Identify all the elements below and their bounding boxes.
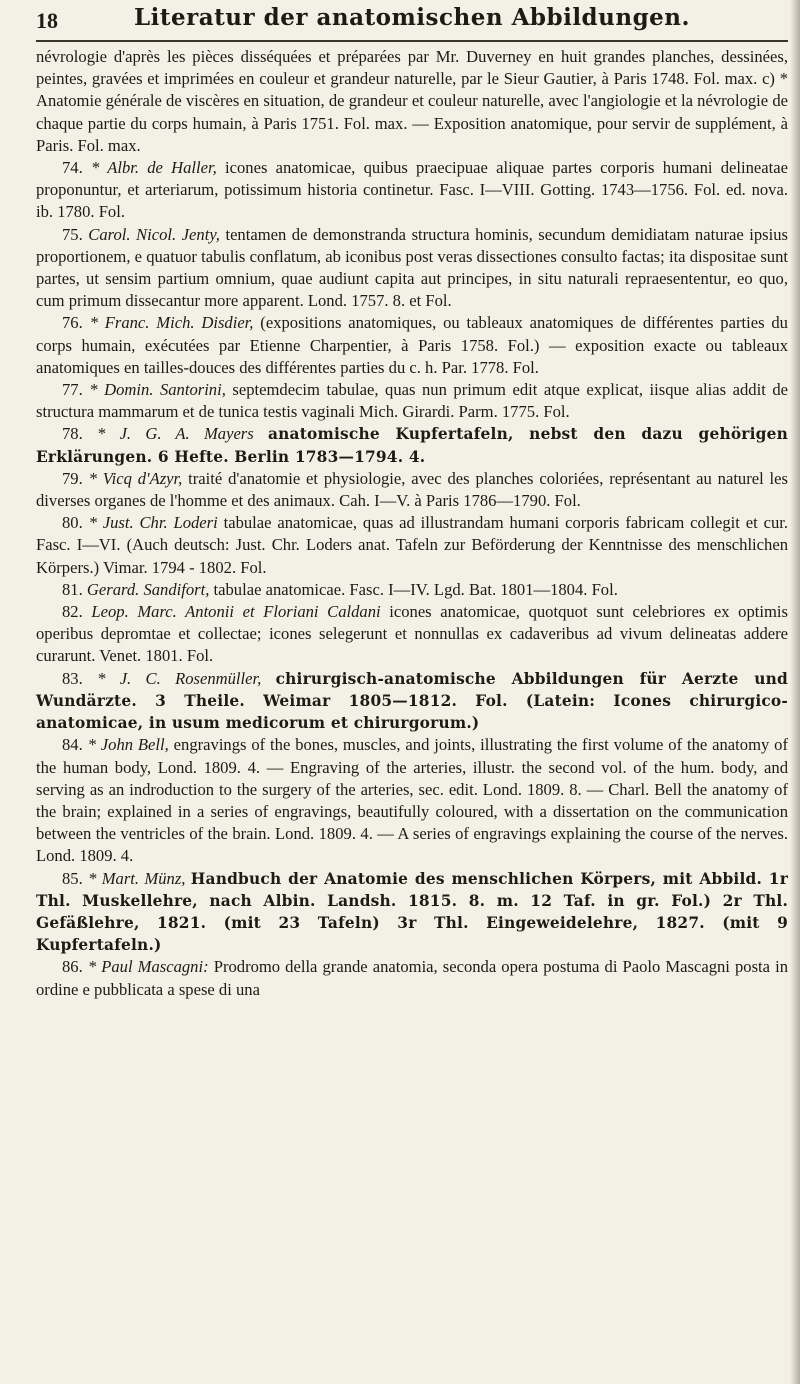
- entry-fraktur-text: chirurgisch-anatomische Abbildungen für Aerzte und Wundärzte. 3 Theile. Weimar 1805—1812. Fol. (Latein: Icones chirurgico-anatomicae, in usum medicorum et chirurgorum.): [36, 669, 788, 733]
- entry-number: 76.: [62, 313, 83, 333]
- entry-77: [36, 379, 788, 423]
- page-edge-shadow: [790, 0, 800, 1384]
- page-header: [36, 4, 788, 38]
- entry-number: 80.: [62, 513, 83, 533]
- entry-number: 84.: [62, 735, 83, 755]
- entry-74: [36, 157, 788, 224]
- entry-number: 77.: [62, 380, 83, 400]
- entry-85: [36, 868, 788, 957]
- entry-author: * John Bell,: [87, 735, 169, 755]
- entry-author: * Domin. Santorini,: [89, 380, 226, 400]
- header-rule: [36, 40, 788, 42]
- entry-text: engravings of the bones, muscles, and joints, illustrating the first volume of the anatomy of the human body, Lond. 1809. 4. — Engraving of the arteries, illustr. the second vol. of the hum. body, and serving as an indroduction to the surgery of the arteries, sec. edit. Lond. 1809. 8. — Charl. Bell the anatomy of the brain; explained in a series of engravings, beautifully coloured, with a dissertation on the communication between the ventricles of the brain. Lond. 1809. 4. — A series of engravings explaining the course of the nerves. Lond. 1809. 4.: [36, 735, 788, 866]
- entry-author: Carol. Nicol. Jenty,: [88, 224, 220, 244]
- entry-author: * Paul Mascagni:: [87, 957, 209, 977]
- entry-number: 85.: [62, 868, 83, 888]
- entry-author: * Vicq d'Azyr,: [88, 468, 183, 488]
- entry-author: * J. C. Rosenmüller,: [97, 668, 262, 688]
- entry-text: icones anatomicae, quibus praecipuae aliquae partes corporis humani delineatae proponuntur, et arteriarum, potissimum historia continetur. Fasc. I—VIII. Gotting. 1743—1756. Fol. ed. nova. ib. 1780. Fol.: [36, 158, 788, 222]
- entry-author: * Albr. de Haller,: [90, 158, 217, 178]
- running-title: Literatur der anatomischen Abbildungen.: [133, 4, 691, 31]
- entry-author: * J. G. A. Mayers: [97, 424, 254, 444]
- entry-author: * Just. Chr. Loderi: [88, 513, 218, 533]
- body-text: [36, 46, 788, 1001]
- entry-number: 74.: [62, 158, 83, 178]
- entry-author: Gerard. Sandifort,: [86, 579, 210, 599]
- entry-text: tabulae anatomicae. Fasc. I—IV. Lgd. Bat. 1801—1804. Fol.: [213, 579, 618, 599]
- entry-81: [36, 579, 788, 601]
- entry-82: [36, 601, 788, 668]
- entry-78: [36, 423, 788, 467]
- entry-number: 81.: [62, 579, 83, 599]
- entry-number: 79.: [62, 468, 83, 488]
- entry-author: Leop. Marc. Antonii et Floriani Caldani: [91, 602, 381, 622]
- entry-76: [36, 312, 788, 379]
- entry-86: [36, 956, 788, 1000]
- entry-continuation: [36, 46, 788, 157]
- entry-83: [36, 668, 788, 735]
- entry-number: 75.: [62, 224, 83, 244]
- entry-author: * Mart. Münz,: [88, 868, 186, 888]
- entry-79: [36, 468, 788, 512]
- book-page: [36, 0, 788, 1384]
- entry-number: 82.: [62, 602, 83, 622]
- entry-number: 83.: [62, 668, 83, 688]
- entry-80: [36, 512, 788, 579]
- entry-text: tabulae anatomicae, quas ad illustrandam humani corporis fabricam collegit et cur. Fasc. I—VI. (Auch deutsch: Just. Chr. Loders anat. Tafeln zur Beförderung der Kenntnisse des menschlichen Körpers.) Vimar. 1794 - 1802. Fol.: [36, 513, 788, 577]
- entry-fraktur-text: Handbuch der Anatomie des menschlichen Körpers, mit Abbild. 1r Thl. Muskellehre, nach Albin. Landsh. 1815. 8. m. 12 Taf. in gr. Fol.) 2r Thl. Gefäßlehre, 1821. (mit 23 Tafeln) 3r Thl. Eingeweidelehre, 1827. (mit 9 Kupfertafeln.): [36, 869, 788, 955]
- entry-text: septemdecim tabulae, quas nun primum edit atque explicat, iisque alias addit de structura mammarum et de tunica testis vaginali Mich. Girardi. Parm. 1775. Fol.: [36, 380, 788, 422]
- entry-fraktur-text: anatomische Kupfertafeln, nebst den dazu gehörigen Erklärungen. 6 Hefte. Berlin 1783—1794. 4.: [36, 425, 789, 466]
- entry-text: traité d'anatomie et physiologie, avec des planches coloriées, représentant au naturel les diverses organes de l'homme et des animaux. Cah. I—V. à Paris 1786—1790. Fol.: [36, 468, 788, 511]
- entry-text: icones anatomicae, quotquot sunt celebriores ex optimis operibus depromtae et collectae; icones selegerunt et nonnullas ex cadaveribus ad vivum delineatas addere curarunt. Venet. 1801. Fol.: [36, 602, 788, 666]
- entry-text: (expositions anatomiques, ou tableaux anatomiques de différentes parties du corps humain, exécutées par Etienne Charpentier, à Paris 1758. Fol.) — exposition exacte ou tableaux anatomiques en tailles-douces des différentes parties du c. h. Par. 1778. Fol.: [36, 313, 788, 377]
- entry-number: 78.: [62, 424, 83, 444]
- entry-text: névrologie d'après les pièces disséquées et préparées par Mr. Duverney en huit grandes planches, dessinées, peintes, gravées et imprimées en couleur et grandeur naturelle, par le Sieur Gautier, à Paris 1748. Fol. max. c) * Anatomie générale de viscères en situation, de grandeur et couleur naturelle, avec l'angiologie et la névrologie de chaque partie du corps humain, à Paris 1751. Fol. max. — Exposition anatomique, pour servir de supplément, à Paris. Fol. max.: [36, 47, 788, 155]
- entry-number: 86.: [62, 957, 83, 977]
- entry-75: [36, 224, 788, 313]
- page-number: 18: [36, 8, 58, 33]
- entry-84: [36, 734, 788, 867]
- entry-author: * Franc. Mich. Disdier,: [89, 313, 254, 333]
- entry-text: Prodromo della grande anatomia, seconda opera postuma di Paolo Mascagni posta in ordine e pubblicata a spese di una: [36, 957, 789, 999]
- entry-text: tentamen de demonstranda structura hominis, secundum demidiatam naturae ipsius proportionem, e quatuor tabulis conflatum, ab iconibus post veras dissectiones consulto factas; ita dispositae sunt partes, ut sensim partium omnium, quae audiunt capita aut principes, in situ naturali repraesententur, eo quo, cum primum dissecantur more apparent. Lond. 1757. 8. et Fol.: [36, 224, 788, 311]
